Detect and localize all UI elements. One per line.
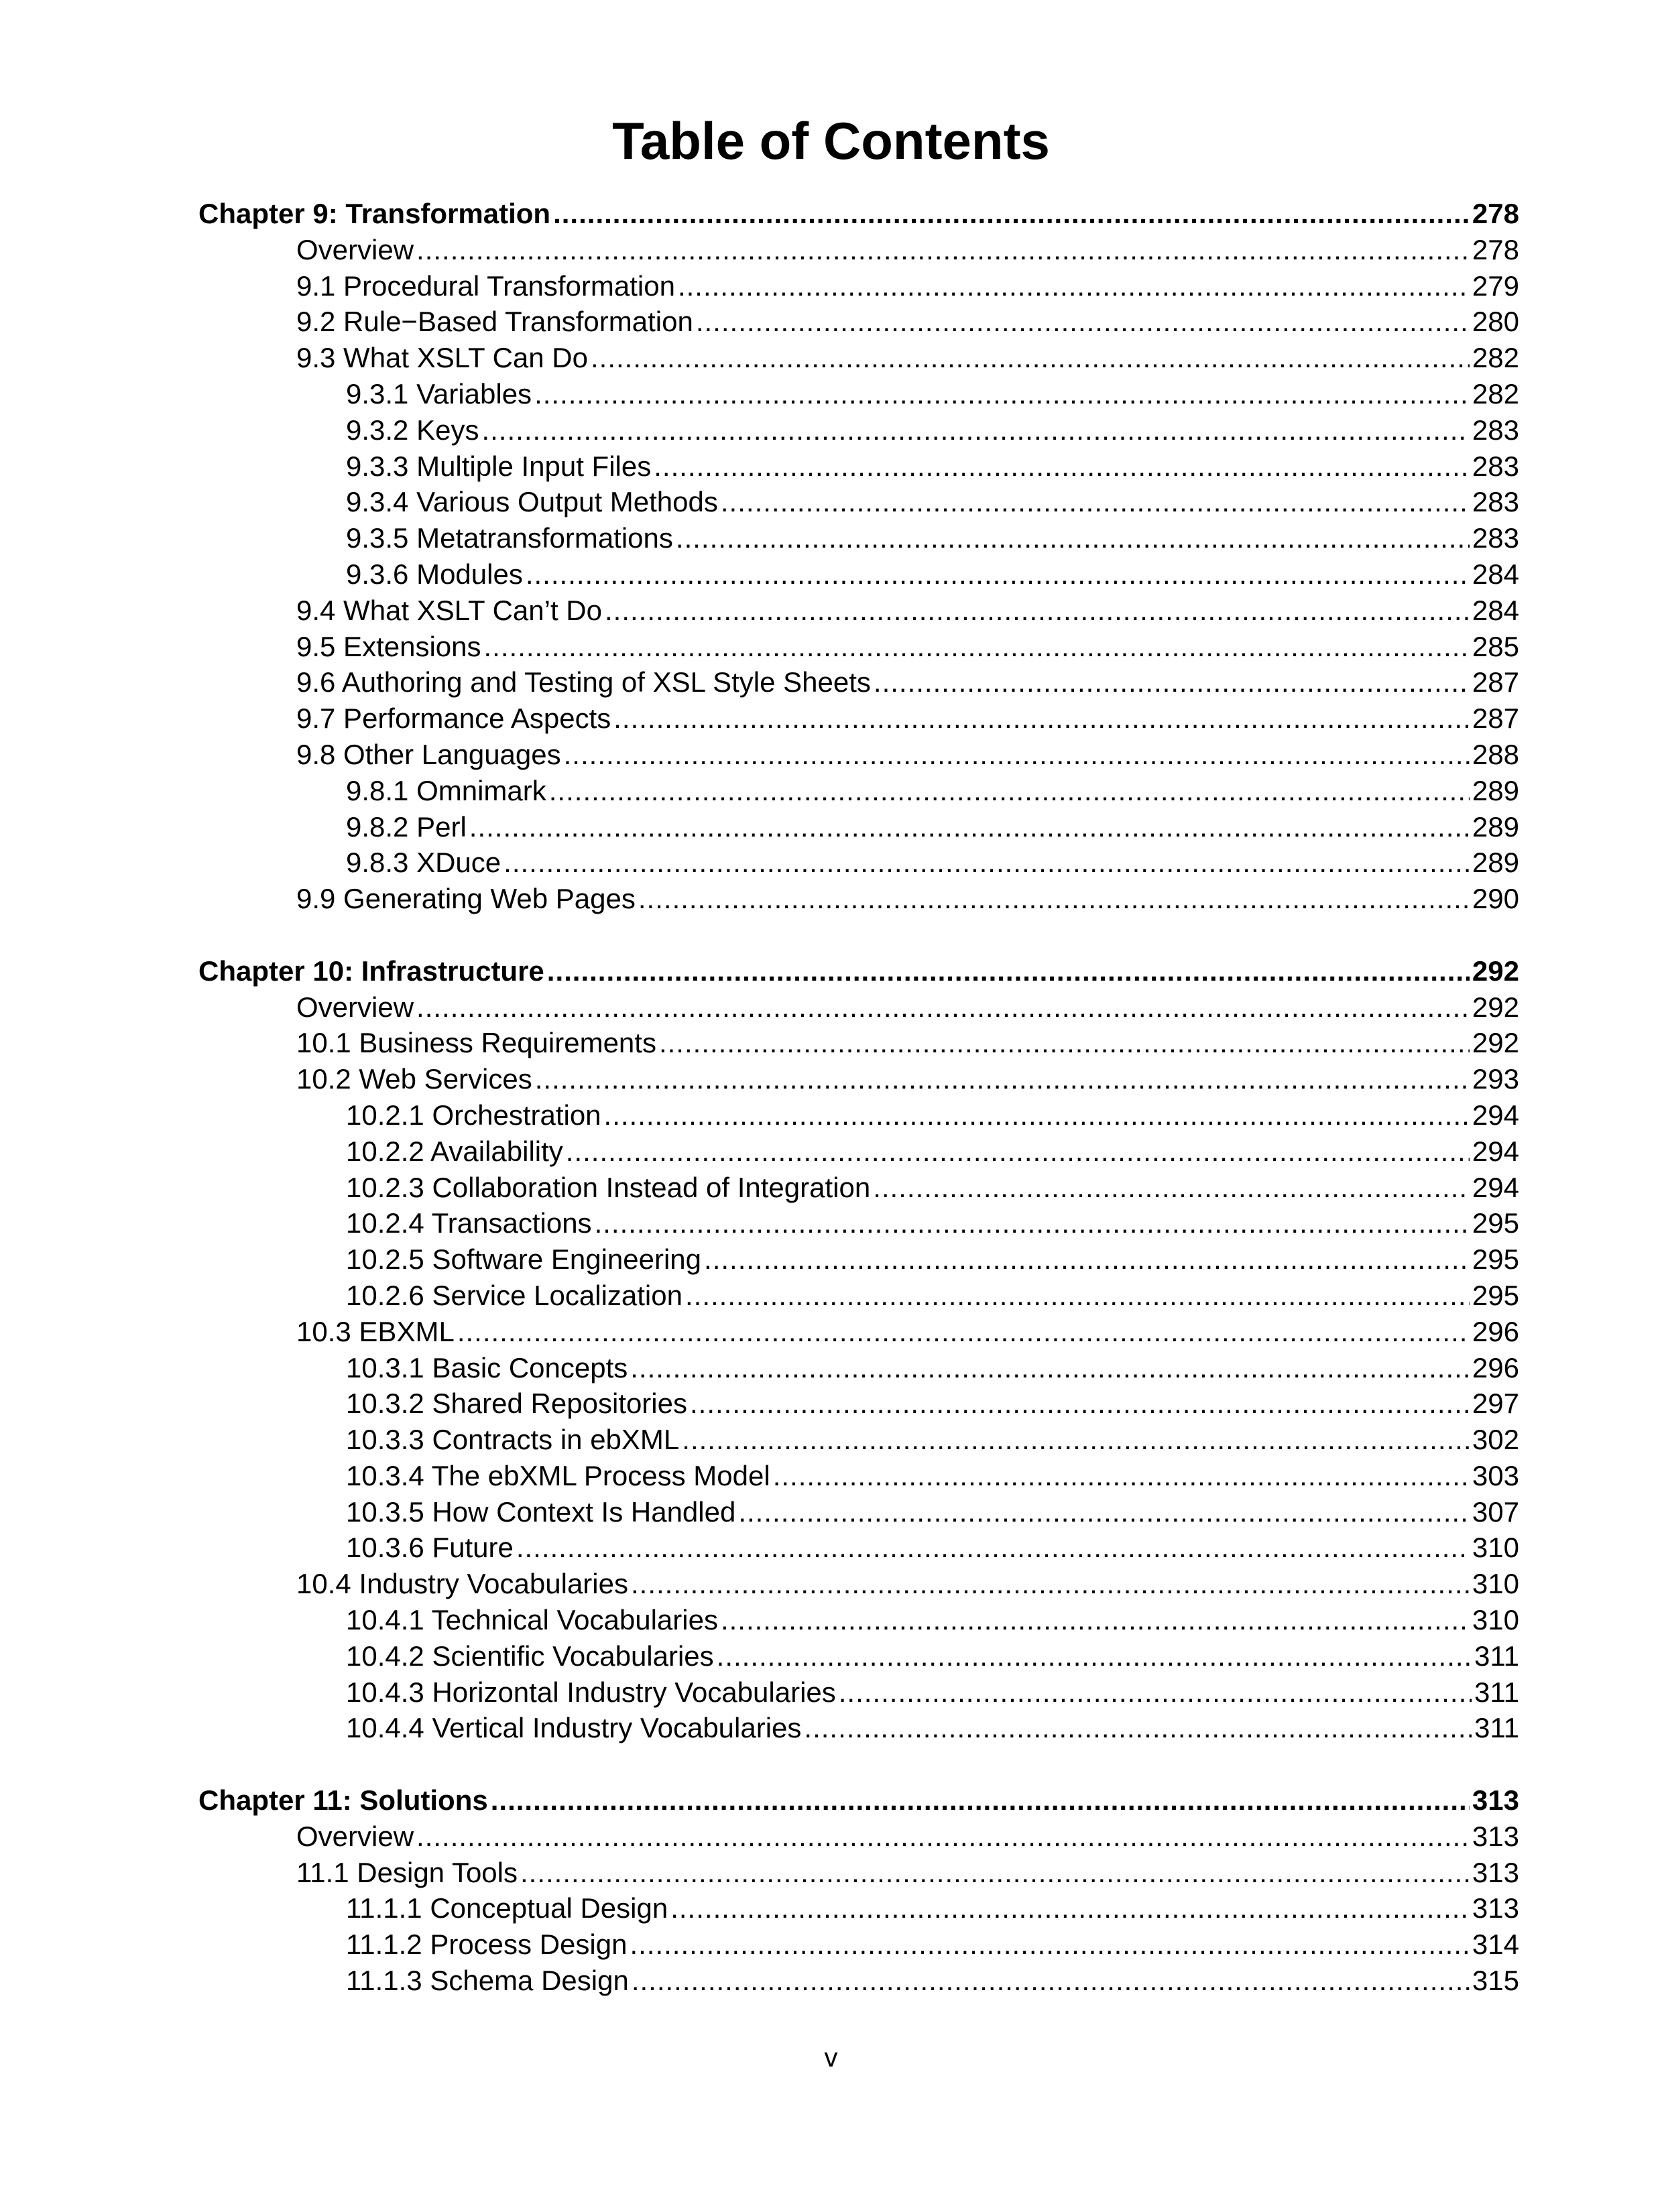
- dot-leader: [738, 1494, 1470, 1530]
- toc-entry-page: 313: [1472, 1892, 1519, 1924]
- dot-leader: [457, 1314, 1470, 1350]
- toc-entry-page: 310: [1472, 1604, 1519, 1636]
- dot-leader: [535, 1061, 1470, 1097]
- toc-entry[interactable]: [198, 1494, 1519, 1530]
- dot-leader: [484, 629, 1470, 665]
- toc-entry-page: 288: [1472, 738, 1519, 770]
- dot-leader: [604, 1097, 1470, 1133]
- toc-entry-page: 302: [1472, 1424, 1519, 1456]
- toc-entry-page: 282: [1472, 377, 1519, 410]
- toc-entry-page: 295: [1472, 1243, 1519, 1276]
- dot-leader: [566, 1133, 1470, 1170]
- toc-entry-page: 313: [1472, 1784, 1519, 1817]
- toc-entry-page: 296: [1472, 1315, 1519, 1347]
- toc-entry-title: Chapter 9: Transformation: [198, 198, 551, 229]
- toc-entry[interactable]: [198, 1674, 1519, 1711]
- toc-entry[interactable]: [198, 700, 1519, 737]
- toc-entry[interactable]: [198, 881, 1519, 917]
- dot-leader: [549, 773, 1470, 809]
- toc-entry[interactable]: [198, 376, 1519, 412]
- dot-leader: [605, 593, 1470, 629]
- toc-entry-title: 10.1 Business Requirements: [296, 1027, 656, 1059]
- toc-entry-title: 9.8.1 Omnimark: [346, 774, 546, 806]
- toc-entry[interactable]: [198, 1025, 1519, 1061]
- toc-entry[interactable]: [198, 1566, 1519, 1602]
- toc-entry[interactable]: [198, 809, 1519, 845]
- toc-entry-title: 9.3.4 Various Output Methods: [346, 486, 718, 518]
- toc-entry-title: Overview: [296, 233, 414, 265]
- toc-entry[interactable]: [198, 1241, 1519, 1278]
- toc-entry[interactable]: [198, 556, 1519, 593]
- toc-entry-page: 289: [1472, 774, 1519, 806]
- toc-entry[interactable]: [198, 1350, 1519, 1386]
- toc-entry-title: 9.3 What XSLT Can Do: [296, 342, 588, 374]
- toc-entry[interactable]: [198, 664, 1519, 700]
- toc-entry-page: 289: [1472, 810, 1519, 843]
- toc-entry-page: 283: [1472, 450, 1519, 482]
- toc-entry-page: 310: [1472, 1532, 1519, 1564]
- toc-entry[interactable]: [198, 773, 1519, 809]
- toc-entry[interactable]: [198, 845, 1519, 881]
- toc-entry-page: 314: [1472, 1928, 1519, 1961]
- toc-entry-page: 292: [1472, 955, 1519, 987]
- toc-entry-page: 311: [1474, 1676, 1519, 1708]
- toc-entry-title: 10.2.5 Software Engineering: [346, 1243, 702, 1276]
- toc-entry-title: 11.1.3 Schema Design: [346, 1965, 629, 1997]
- toc-entry-title: 10.4.4 Vertical Industry Vocabularies: [346, 1712, 802, 1744]
- toc-entry-title: 9.3.1 Variables: [346, 377, 532, 410]
- toc-entry[interactable]: [198, 484, 1519, 520]
- toc-entry[interactable]: [198, 593, 1519, 629]
- toc-entry-page: 287: [1472, 666, 1519, 698]
- toc-entry-page: 283: [1472, 414, 1519, 446]
- dot-leader: [553, 196, 1470, 232]
- toc-entry-title: 10.3.6 Future: [346, 1532, 514, 1564]
- toc-entry-page: 290: [1472, 883, 1519, 915]
- toc-entry[interactable]: [198, 989, 1519, 1026]
- toc-entry-title: 10.2.6 Service Localization: [346, 1279, 682, 1311]
- toc-entry-page: 307: [1472, 1495, 1519, 1528]
- toc-chapter-entry[interactable]: [198, 196, 1519, 232]
- toc-entry-title: 10.3.5 How Context Is Handled: [346, 1495, 736, 1528]
- toc-entry-title: 9.6 Authoring and Testing of XSL Style Sheets: [296, 666, 871, 698]
- dot-leader: [721, 1602, 1470, 1638]
- dot-leader: [632, 1963, 1470, 1999]
- toc-entry-title: 11.1.1 Conceptual Design: [346, 1892, 668, 1924]
- toc-entry-page: 279: [1472, 269, 1519, 302]
- toc-entry-title: 9.4 What XSLT Can’t Do: [296, 594, 602, 626]
- toc-chapter-entry[interactable]: [198, 953, 1519, 989]
- toc-entry-title: 10.3.3 Contracts in ebXML: [346, 1424, 680, 1456]
- dot-leader: [717, 1638, 1472, 1674]
- dot-leader: [630, 1350, 1470, 1386]
- dot-leader: [613, 700, 1470, 737]
- toc-entry[interactable]: [198, 1710, 1519, 1746]
- toc-entry-page: 285: [1472, 630, 1519, 662]
- toc-entry[interactable]: [198, 1602, 1519, 1638]
- dot-leader: [516, 1530, 1470, 1566]
- toc-entry-title: 9.3.6 Modules: [346, 558, 523, 590]
- toc-entry-page: 303: [1472, 1459, 1519, 1491]
- toc-entry-title: 9.2 Rule−Based Transformation: [296, 306, 693, 338]
- dot-leader: [416, 232, 1470, 268]
- dot-leader: [469, 809, 1470, 845]
- toc-entry-title: 9.3.3 Multiple Input Files: [346, 450, 652, 482]
- toc-entry-page: 311: [1474, 1640, 1519, 1672]
- dot-leader: [526, 556, 1470, 593]
- dot-leader: [595, 1205, 1470, 1241]
- dot-leader: [874, 664, 1470, 700]
- toc-entry[interactable]: [198, 1963, 1519, 1999]
- toc-entry-title: 11.1.2 Process Design: [346, 1928, 628, 1961]
- toc-entry[interactable]: [198, 412, 1519, 448]
- toc-entry-page: 313: [1472, 1820, 1519, 1852]
- toc-entry-page: 284: [1472, 594, 1519, 626]
- toc-entry[interactable]: [198, 268, 1519, 304]
- toc-entry-title: 9.5 Extensions: [296, 630, 481, 662]
- table-of-contents: [198, 196, 1519, 1999]
- toc-entry-title: 9.8.3 XDuce: [346, 847, 501, 879]
- dot-leader: [839, 1674, 1472, 1711]
- toc-entry[interactable]: [198, 1530, 1519, 1566]
- toc-entry-title: 9.3.5 Metatransformations: [346, 522, 673, 554]
- dot-leader: [481, 412, 1469, 448]
- toc-entry-page: 293: [1472, 1063, 1519, 1095]
- dot-leader: [704, 1241, 1470, 1278]
- toc-entry-title: 9.1 Procedural Transformation: [296, 269, 675, 302]
- dot-leader: [721, 484, 1470, 520]
- dot-leader: [654, 448, 1470, 485]
- toc-entry-title: 9.8 Other Languages: [296, 738, 561, 770]
- toc-entry[interactable]: [198, 520, 1519, 556]
- toc-entry-page: 313: [1472, 1856, 1519, 1888]
- toc-entry-title: 10.3.4 The ebXML Process Model: [346, 1459, 770, 1491]
- toc-entry[interactable]: [198, 1926, 1519, 1963]
- dot-leader: [631, 1566, 1470, 1602]
- toc-entry-title: 10.2.4 Transactions: [346, 1207, 592, 1239]
- toc-entry-title: Chapter 11: Solutions: [198, 1784, 488, 1817]
- toc-entry[interactable]: [198, 448, 1519, 485]
- toc-entry[interactable]: [198, 1819, 1519, 1855]
- toc-entry-title: 10.4.1 Technical Vocabularies: [346, 1604, 718, 1636]
- dot-leader: [630, 1926, 1469, 1963]
- toc-entry-page: 311: [1474, 1712, 1519, 1744]
- toc-entry-title: 10.2 Web Services: [296, 1063, 532, 1095]
- dot-leader: [696, 304, 1470, 340]
- dot-leader: [638, 881, 1470, 917]
- dot-leader: [685, 1278, 1470, 1314]
- page-number: v: [824, 2043, 838, 2073]
- toc-entry[interactable]: [198, 1890, 1519, 1926]
- toc-entry-page: 315: [1472, 1965, 1519, 1997]
- dot-leader: [591, 340, 1470, 376]
- dot-leader: [659, 1025, 1470, 1061]
- toc-entry-page: 294: [1472, 1135, 1519, 1167]
- toc-entry-page: 289: [1472, 847, 1519, 879]
- toc-entry-title: 9.9 Generating Web Pages: [296, 883, 636, 915]
- dot-leader: [503, 845, 1470, 881]
- toc-entry-title: 10.2.3 Collaboration Instead of Integration: [346, 1171, 871, 1203]
- toc-entry[interactable]: [198, 340, 1519, 376]
- toc-entry[interactable]: [198, 1061, 1519, 1097]
- toc-entry-title: 9.7 Performance Aspects: [296, 702, 611, 735]
- toc-chapter-entry[interactable]: [198, 1782, 1519, 1819]
- toc-entry-page: 297: [1472, 1388, 1519, 1420]
- toc-entry[interactable]: [198, 737, 1519, 773]
- toc-entry[interactable]: [198, 1638, 1519, 1674]
- dot-leader: [520, 1855, 1470, 1891]
- toc-entry[interactable]: [198, 1422, 1519, 1458]
- dot-leader: [416, 1819, 1470, 1855]
- toc-entry-page: 280: [1472, 306, 1519, 338]
- toc-entry[interactable]: [198, 1205, 1519, 1241]
- toc-entry-page: 283: [1472, 486, 1519, 518]
- dot-leader: [416, 989, 1470, 1026]
- toc-entry-page: 282: [1472, 342, 1519, 374]
- toc-entry[interactable]: [198, 629, 1519, 665]
- toc-entry-page: 294: [1472, 1099, 1519, 1131]
- toc-entry-title: 10.4.3 Horizontal Industry Vocabularies: [346, 1676, 836, 1708]
- dot-leader: [773, 1458, 1470, 1494]
- toc-entry-title: 10.3.1 Basic Concepts: [346, 1351, 628, 1384]
- toc-entry-title: 10.2.2 Availability: [346, 1135, 563, 1167]
- toc-entry[interactable]: [198, 1170, 1519, 1206]
- toc-entry-page: 292: [1472, 1027, 1519, 1059]
- toc-entry[interactable]: [198, 1855, 1519, 1891]
- dot-leader: [873, 1170, 1470, 1206]
- toc-entry-title: 10.3 EBXML: [296, 1315, 455, 1347]
- toc-entry-title: Overview: [296, 1820, 414, 1852]
- toc-entry-page: 295: [1472, 1207, 1519, 1239]
- dot-leader: [547, 953, 1470, 989]
- toc-entry-page: 278: [1472, 198, 1519, 229]
- toc-entry[interactable]: [198, 1278, 1519, 1314]
- toc-entry[interactable]: [198, 1314, 1519, 1350]
- toc-entry-title: 10.2.1 Orchestration: [346, 1099, 601, 1131]
- toc-entry-title: 11.1 Design Tools: [296, 1856, 518, 1888]
- toc-entry-page: 283: [1472, 522, 1519, 554]
- toc-entry[interactable]: [198, 304, 1519, 340]
- toc-entry-title: 10.3.2 Shared Repositories: [346, 1388, 687, 1420]
- toc-entry-page: 278: [1472, 233, 1519, 265]
- toc-entry-title: Chapter 10: Infrastructure: [198, 955, 544, 987]
- dot-leader: [564, 737, 1470, 773]
- dot-leader: [690, 1386, 1470, 1422]
- dot-leader: [682, 1422, 1470, 1458]
- toc-entry[interactable]: [198, 1133, 1519, 1170]
- toc-entry-title: Overview: [296, 991, 414, 1023]
- toc-entry-page: 284: [1472, 558, 1519, 590]
- dot-leader: [678, 268, 1470, 304]
- toc-entry-page: 287: [1472, 702, 1519, 735]
- dot-leader: [670, 1890, 1470, 1926]
- toc-entry-page: 292: [1472, 991, 1519, 1023]
- toc-entry-page: 310: [1472, 1568, 1519, 1600]
- toc-entry[interactable]: [198, 1458, 1519, 1494]
- toc-entry-page: 294: [1472, 1171, 1519, 1203]
- toc-entry[interactable]: [198, 1097, 1519, 1133]
- toc-entry-page: 295: [1472, 1279, 1519, 1311]
- toc-entry-title: 10.4.2 Scientific Vocabularies: [346, 1640, 714, 1672]
- toc-entry-page: 296: [1472, 1351, 1519, 1384]
- toc-entry[interactable]: [198, 1386, 1519, 1422]
- dot-leader: [491, 1782, 1470, 1819]
- dot-leader: [534, 376, 1470, 412]
- toc-entry-title: 9.3.2 Keys: [346, 414, 479, 446]
- dot-leader: [676, 520, 1470, 556]
- toc-entry[interactable]: [198, 232, 1519, 268]
- page-title: Table of Contents: [612, 111, 1050, 170]
- toc-entry-title: 9.8.2 Perl: [346, 810, 467, 843]
- dot-leader: [804, 1710, 1472, 1746]
- toc-entry-title: 10.4 Industry Vocabularies: [296, 1568, 628, 1600]
